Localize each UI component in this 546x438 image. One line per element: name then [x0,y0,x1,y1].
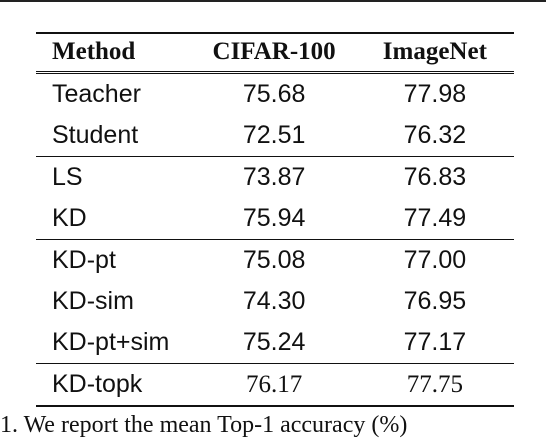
cell-cifar100: 74.30 [242,287,306,315]
cell-cifar100: 75.24 [242,328,306,356]
cell-cifar100: 75.68 [242,80,306,108]
header-method: Method [52,37,136,65]
table-caption: 1. We report the mean Top-1 accuracy (%) [0,412,408,438]
cell-imagenet: 77.17 [403,328,467,356]
cell-cifar100: 75.94 [242,204,306,232]
cell-imagenet: 77.00 [403,246,467,274]
page-top-border [0,0,546,2]
cell-method: KD-topk [52,370,143,398]
results-table [36,32,514,407]
cell-cifar100: 76.17 [245,370,303,398]
header-row [36,33,514,73]
table-header [36,33,514,73]
table-row [36,157,514,199]
cell-method: KD [52,204,87,232]
table-row [36,240,514,282]
table-row [36,198,514,240]
header-cifar100: CIFAR-100 [212,37,336,65]
cell-method: LS [52,163,83,191]
cell-method: Teacher [52,80,141,108]
cell-cifar100: 73.87 [242,163,306,191]
cell-imagenet: 77.98 [403,80,467,108]
table-row [36,322,514,364]
cell-imagenet: 76.95 [403,287,467,315]
table-body [36,73,514,407]
cell-method: KD-sim [52,287,134,315]
cell-imagenet: 77.75 [406,370,463,398]
table-row [36,115,514,157]
cell-imagenet: 77.49 [403,204,467,232]
cell-method: KD-pt [52,246,116,274]
table-row [36,281,514,322]
cell-cifar100: 72.51 [242,121,306,149]
cell-cifar100: 75.08 [242,246,306,274]
table-row [36,73,514,116]
cell-method: KD-pt+sim [52,328,170,356]
cell-method: Student [52,121,139,149]
table-row [36,364,514,407]
cell-imagenet: 76.83 [403,163,467,191]
header-imagenet: ImageNet [382,37,487,65]
cell-imagenet: 76.32 [403,121,467,149]
